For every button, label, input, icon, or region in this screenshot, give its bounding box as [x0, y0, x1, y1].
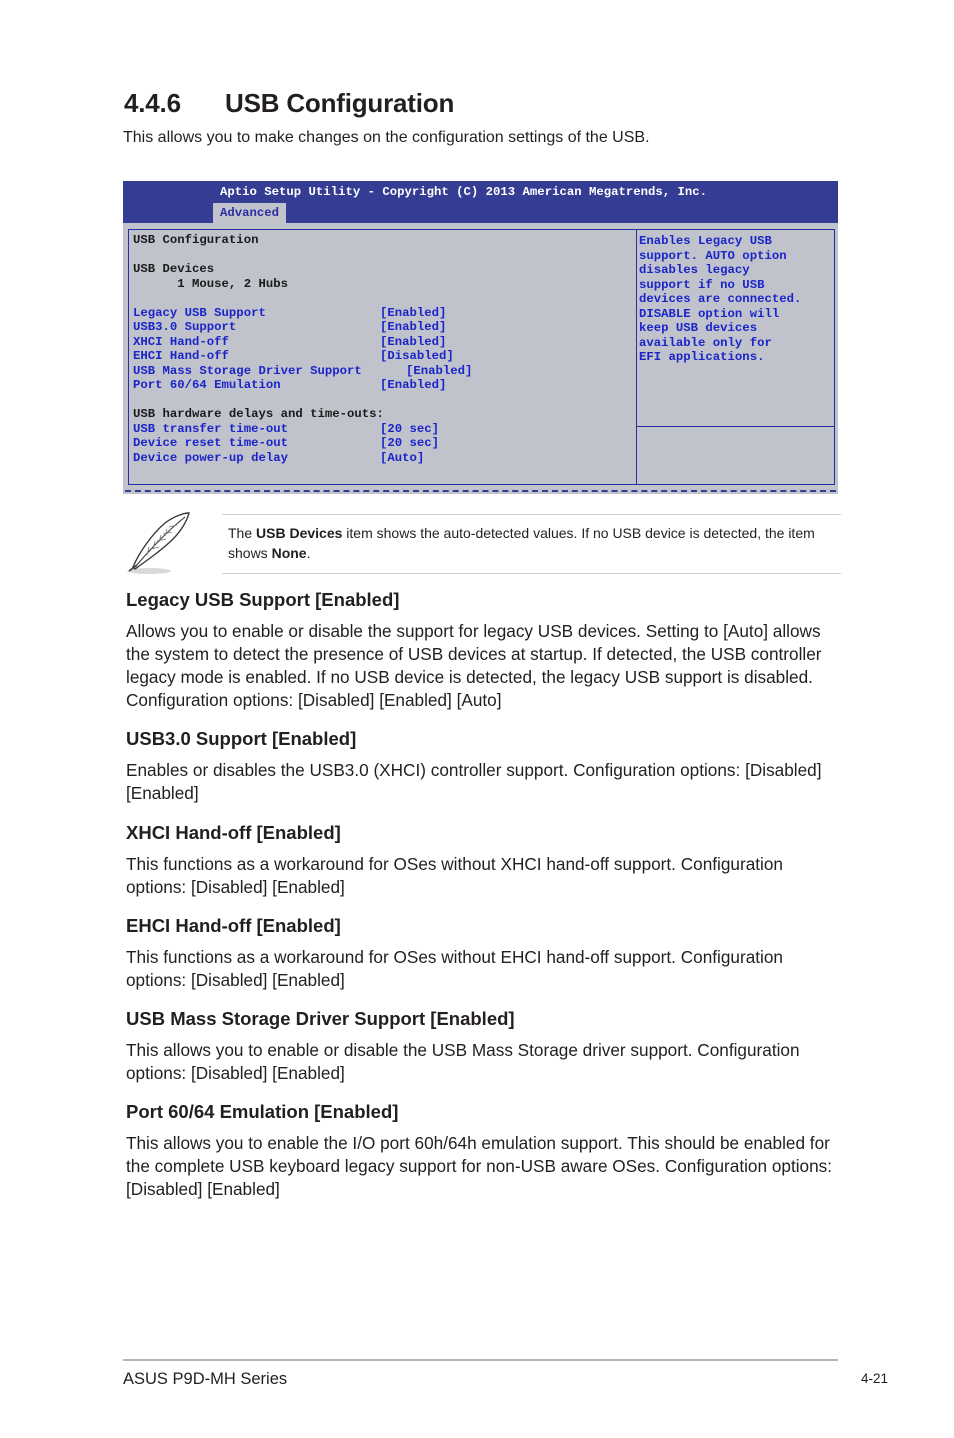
section-number: 4.4.6	[124, 88, 181, 118]
bios-tab-advanced[interactable]: Advanced	[213, 203, 286, 223]
bios-option-label[interactable]: Device power-up delay	[133, 450, 288, 465]
section-intro: This allows you to make changes on the configuration settings of the USB.	[123, 129, 650, 146]
footer-product: ASUS P9D-MH Series	[123, 1370, 288, 1388]
item-description: This functions as a workaround for OSes without EHCI hand-off support. Configuration options: [Disabled] [Enabled]	[126, 947, 783, 990]
bios-help-line: keep USB devices	[639, 321, 758, 335]
bios-option-value[interactable]: [Enabled]	[380, 378, 447, 392]
item-description: This allows you to enable the I/O port 60h/64h emulation support. This should be enabled for the complete USB keyboard legacy support for non-USB aware OSes. Configuration options: [Disabled] [Enabled]	[126, 1133, 833, 1199]
item-description: This functions as a workaround for OSes without XHCI hand-off support. Configuration options: [Disabled] [Enabled]	[126, 854, 783, 897]
bios-option-label[interactable]: Legacy USB Support	[133, 305, 266, 320]
bios-option-value[interactable]: [Enabled]	[380, 334, 447, 349]
footer-page-number: 4-21	[860, 1371, 888, 1386]
bios-help-line: available only for	[639, 335, 772, 350]
section-title	[124, 88, 454, 119]
item-heading: USB Mass Storage Driver Support [Enabled]	[126, 1008, 515, 1029]
item-heading: Legacy USB Support [Enabled]	[126, 589, 400, 610]
bios-screenshot	[123, 181, 838, 494]
bios-help-line: devices are connected.	[639, 292, 802, 306]
bios-bottom-dashed-line	[125, 490, 836, 492]
bios-text-line: USB Devices	[133, 262, 215, 276]
item-description: Enables or disables the USB3.0 (XHCI) controller support. Configuration options: [Disabled] [Enabled]	[126, 760, 822, 803]
bios-option-value[interactable]: [Disabled]	[380, 349, 454, 363]
bios-text-line: USB Configuration	[133, 233, 259, 247]
section-title-text: USB Configuration	[225, 88, 455, 118]
feather-pen-icon	[125, 509, 195, 579]
bios-header	[123, 181, 838, 223]
bios-option-value[interactable]: [Auto]	[380, 450, 425, 465]
note-text: The USB Devices item shows the auto-detected values. If no USB device is detected, the item shows None.	[228, 525, 815, 561]
footer-rule	[123, 1359, 838, 1361]
item-heading: XHCI Hand-off [Enabled]	[126, 822, 341, 843]
bios-title: Aptio Setup Utility - Copyright (C) 2013 American Megatrends, Inc.	[220, 185, 708, 199]
bios-help-panel	[636, 229, 835, 485]
bios-option-value[interactable]: [20 sec]	[380, 436, 440, 450]
note-bold-none: None	[271, 545, 307, 561]
note-bold-usb-devices: USB Devices	[256, 525, 343, 541]
bios-option-label[interactable]: Port 60/64 Emulation	[133, 378, 281, 392]
bios-option-label[interactable]: XHCI Hand-off	[133, 334, 229, 349]
bios-option-label[interactable]: USB Mass Storage Driver Support	[133, 363, 362, 378]
note-top-rule	[222, 514, 841, 515]
bios-option-label[interactable]: Device reset time-out	[133, 436, 288, 450]
bios-option-value[interactable]: [Enabled]	[380, 320, 447, 334]
item-heading: Port 60/64 Emulation [Enabled]	[126, 1101, 399, 1122]
bios-text-line: 1 Mouse, 2 Hubs	[133, 276, 288, 291]
item-description: Allows you to enable or disable the support for legacy USB devices. Setting to [Auto] allows the system to detect the presence of USB devices at startup. If detected, the USB controller legacy mode is enabled. If no USB device is detected, the legacy USB support is disabled. Configuration options: [Disabled] [Enabled] [Auto]	[126, 621, 822, 710]
bios-help-line: Enables Legacy USB	[639, 234, 772, 248]
bios-text-line: USB hardware delays and time-outs:	[133, 407, 384, 421]
item-heading: EHCI Hand-off [Enabled]	[126, 915, 341, 936]
bios-option-label[interactable]: USB transfer time-out	[133, 421, 288, 436]
bios-option-label[interactable]: USB3.0 Support	[133, 320, 237, 334]
bios-help-line: disables legacy	[639, 263, 750, 277]
note-bottom-rule	[222, 573, 841, 574]
item-heading: USB3.0 Support [Enabled]	[126, 728, 357, 749]
bios-option-value[interactable]: [20 sec]	[380, 421, 440, 436]
bios-help-line: DISABLE option will	[639, 306, 780, 321]
bios-option-value[interactable]: [Enabled]	[406, 363, 473, 378]
bios-help-line: EFI applications.	[639, 350, 765, 364]
bios-option-value[interactable]: [Enabled]	[380, 305, 447, 320]
bios-main-panel	[128, 229, 637, 485]
bios-help-line: support. AUTO option	[639, 248, 787, 263]
bios-help-line: support if no USB	[639, 277, 765, 292]
item-description: This allows you to enable or disable the USB Mass Storage driver support. Configuration options: [Disabled] [Enabled]	[126, 1040, 800, 1083]
bios-option-label[interactable]: EHCI Hand-off	[133, 349, 229, 363]
help-panel-divider	[637, 426, 834, 427]
